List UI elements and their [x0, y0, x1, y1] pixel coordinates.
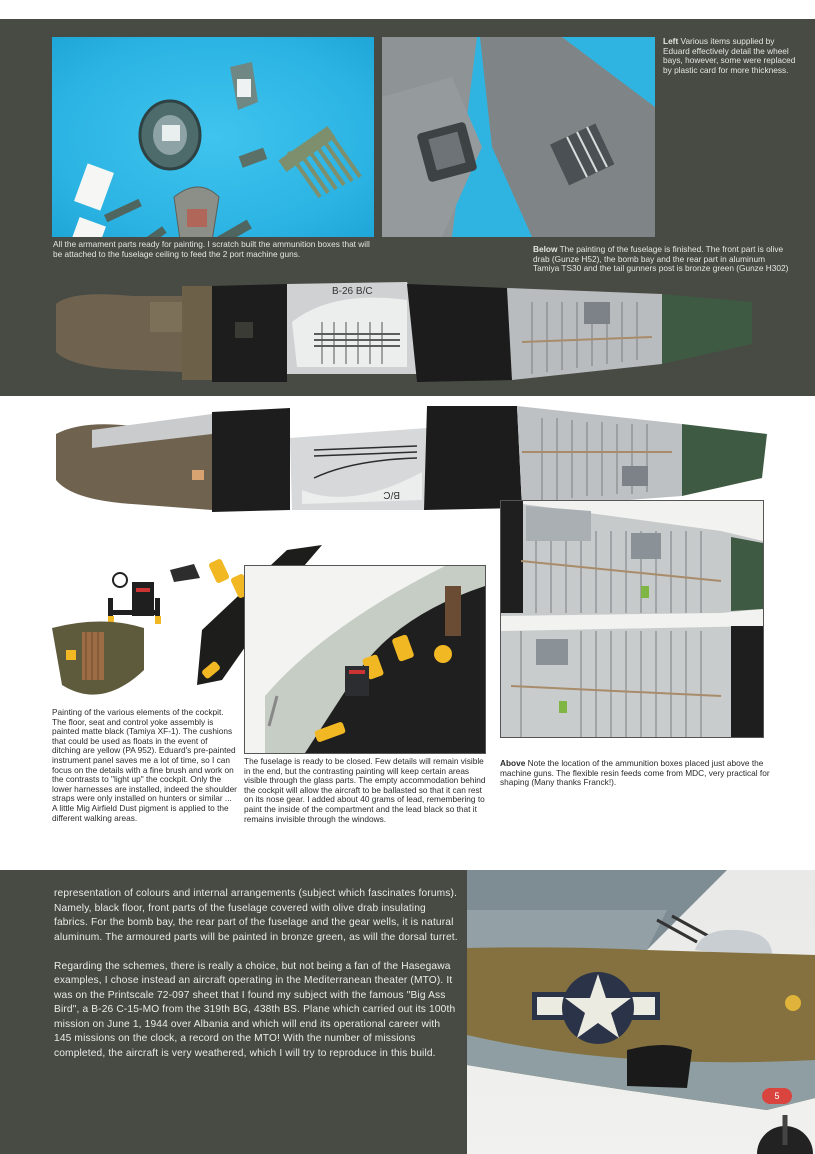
body-paragraph: Regarding the schemes, there is really a choice, but not being a fan of the Hasegawa examples, I chose instead an aircraft operating in the Mediterranean theater (MTO). It was on the Printscale 72-097 sheet that I found my subject with the famous "Big Ass Bird", a B-26 C-15-MO from the 319th BG, 438th BS. Plane which carried out its 100th mission on June 1, 1944 over Albania and which will end its operational career with 145 missions on the clock, a record on the MTO! With the number of missions completed, the aircraft is very weathered, which I will try to reproduce in this build. [54, 960, 456, 1059]
fuselage-marking: B/C [383, 489, 400, 500]
wheel-bays-photo [382, 37, 655, 237]
caption-above-ammo: Above Note the location of the ammunition boxes placed just above the machine guns. The flexible resin feeds come from MDC, very practical for shaping (Many thanks Franck!). [500, 758, 770, 788]
fuselage-interior-photo-2 [52, 400, 772, 512]
caption-lead: Left [663, 36, 679, 46]
armament-parts-photo [52, 37, 374, 237]
aircraft-fuselage-photo [467, 870, 815, 1154]
ammunition-boxes-photo [500, 500, 764, 738]
caption-cockpit-elements: Painting of the various elements of the cockpit. The floor, seat and control yoke assembly is painted matte black (Tamiya XF-1). The cushions that could be used as floats in the event of ditching are yellow (PA 952). Eduard's pre-painted instrument panel saves me a lot of time, so I can focus on the details with a fine brush and work on the contrasts to "light up" the cockpit. Only the lower harnesses are installed, indeed the shoulder straps were only installed on hunters or similar ... A little Mig Airfield Dust pigment is applied to the different walking areas. [52, 707, 237, 823]
caption-fuselage-closed: The fuselage is ready to be closed. Few details will remain visible in the end, but the contrasting painting will keep certain areas visible through the glass parts. The empty accommodation behind the cockpit will allow the aircraft to be ballasted so that it can rest on its nose gear. I added about 40 grams of lead, remembering to paint the inside of the compartment and the lead black so that it remains invisible through the windows. [244, 756, 486, 824]
article-body [54, 887, 459, 1076]
caption-lead: Below [533, 244, 558, 254]
fuselage-marking: B-26 B/C [332, 286, 373, 297]
caption-left-wheel-bays: Left Various items supplied by Eduard effectively detail the wheel bays, however, some were replaced by plastic card for more thickness. [663, 36, 796, 75]
caption-below-fuselage: Below The painting of the fuselage is finished. The front part is olive drab (Gunze H52), the bomb bay and the rear part in aluminum Tamiya TS30 and the tail gunners post is bronze green (Gunze H302) [533, 244, 789, 274]
fuselage-interior-photo-1 [52, 282, 757, 382]
caption-armament: All the armament parts ready for painting. I scratch built the ammunition boxes that will be attached to the fuselage ceiling to feed the 2 port machine guns. [53, 239, 370, 259]
cockpit-closeup-photo [244, 565, 486, 754]
body-paragraph: representation of colours and internal arrangements (subject which fascinates forums). Namely, black floor, front parts of the fuselage covered with olive drab insulating fabrics. For the bomb bay, the rear part of the fuselage and the gear wells, it is natural aluminum. The armoured parts will be painted in bronze green, as will the dorsal turret. [54, 888, 458, 943]
caption-lead: Above [500, 758, 526, 768]
page-number-badge: 5 [762, 1088, 792, 1104]
